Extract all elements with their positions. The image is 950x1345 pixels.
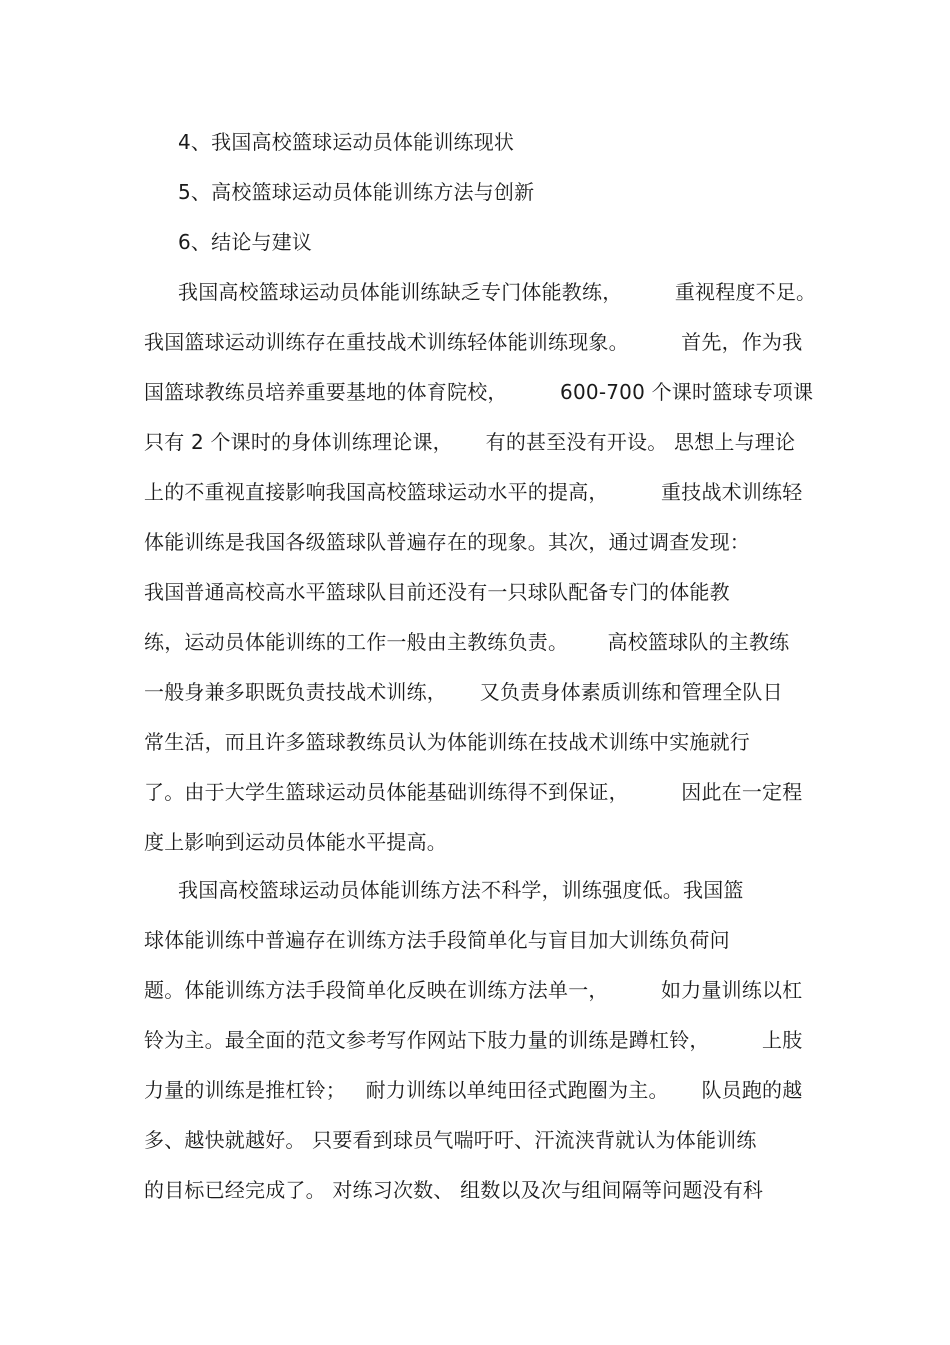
paragraph-2-line: 力量的训练是推杠铃； 耐力训练以单纯田径式跑圈为主。 队员跑的越 (144, 1078, 803, 1102)
paragraph-2-line: 的目标已经完成了。 对练习次数、 组数以及次与组间隔等问题没有科 (144, 1178, 764, 1202)
paragraph-2-line: 铃为主。最全面的范文参考写作网站下肢力量的训练是蹲杠铃， 上肢 (144, 1028, 803, 1052)
paragraph-2-line: 球体能训练中普遍存在训练方法手段简单化与盲目加大训练负荷问 (144, 928, 730, 952)
paragraph-1-line: 了。由于大学生篮球运动员体能基础训练得不到保证， 因此在一定程 (144, 780, 803, 804)
paragraph-1-line: 度上影响到运动员体能水平提高。 (144, 830, 447, 854)
paragraph-1-line: 国篮球教练员培养重要基地的体育院校， 600-700 个课时篮球专项课 (144, 380, 814, 404)
paragraph-2-line: 我国高校篮球运动员体能训练方法不科学，训练强度低。我国篮 (178, 878, 744, 902)
paragraph-1-line: 我国篮球运动训练存在重技战术训练轻体能训练现象。 首先，作为我 (144, 330, 803, 354)
paragraph-1-line: 练，运动员体能训练的工作一般由主教练负责。 高校篮球队的主教练 (144, 630, 790, 654)
paragraph-2-line: 题。体能训练方法手段简单化反映在训练方法单一， 如力量训练以杠 (144, 978, 803, 1002)
heading-4: 4、我国高校篮球运动员体能训练现状 (178, 130, 515, 154)
paragraph-1-line: 我国高校篮球运动员体能训练缺乏专门体能教练， 重视程度不足。 (178, 280, 817, 304)
paragraph-1-line: 我国普通高校高水平篮球队目前还没有一只球队配备专门的体能教 (144, 580, 730, 604)
paragraph-1-line: 上的不重视直接影响我国高校篮球运动水平的提高， 重技战术训练轻 (144, 480, 803, 504)
paragraph-1-line: 体能训练是我国各级篮球队普遍存在的现象。其次，通过调查发现： (144, 530, 750, 554)
paragraph-1-line: 一般身兼多职既负责技战术训练， 又负责身体素质训练和管理全队日 (144, 680, 783, 704)
paragraph-1-line: 只有 2 个课时的身体训练理论课， 有的甚至没有开设。 思想上与理论 (144, 430, 796, 454)
paragraph-1-line: 常生活，而且许多篮球教练员认为体能训练在技战术训练中实施就行 (144, 730, 750, 754)
heading-6: 6、结论与建议 (178, 230, 313, 254)
heading-5: 5、高校篮球运动员体能训练方法与创新 (178, 180, 535, 204)
paragraph-2-line: 多、越快就越好。 只要看到球员气喘吁吁、汗流浃背就认为体能训练 (144, 1128, 757, 1152)
